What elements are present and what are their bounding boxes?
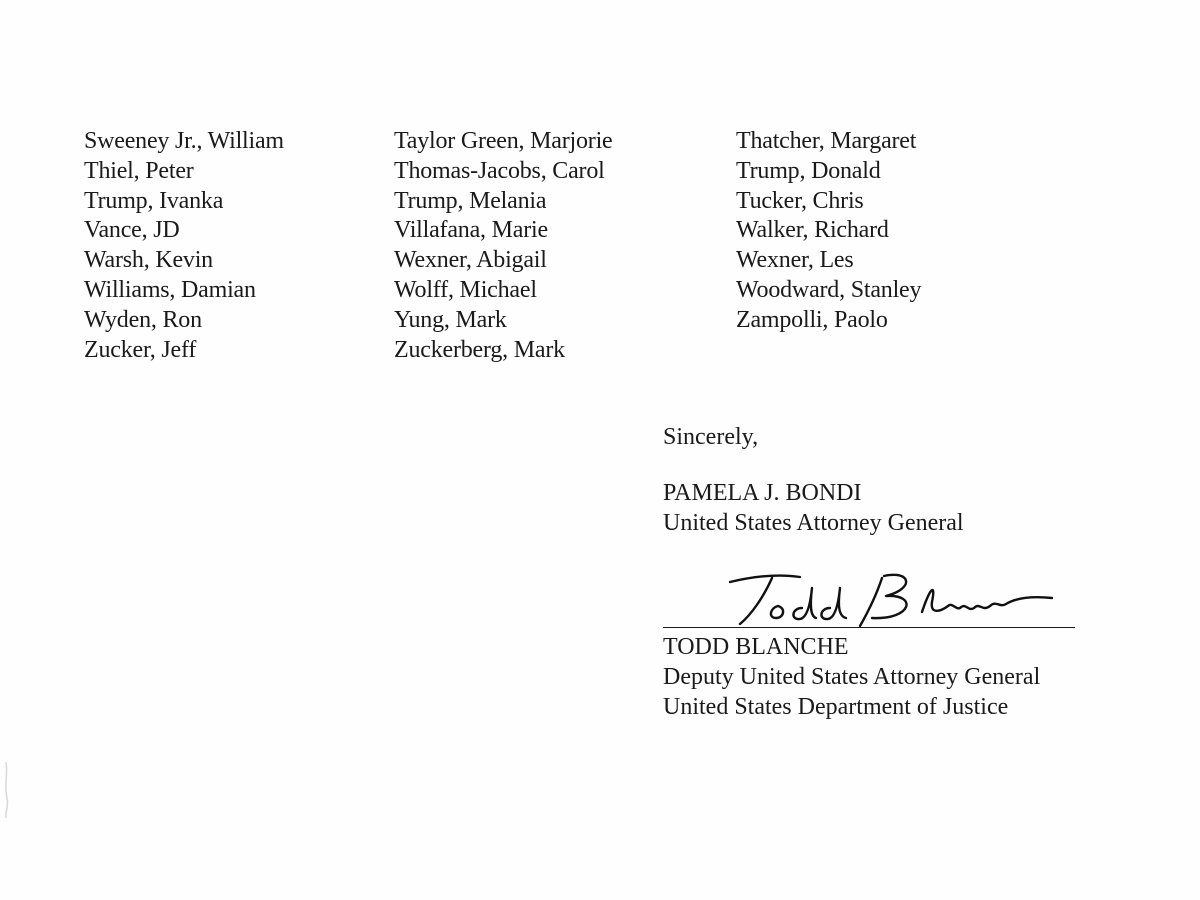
name-entry: Thiel, Peter (84, 157, 194, 184)
deputy-attorney-general-block (663, 632, 1040, 722)
name-entry: Wyden, Ron (84, 306, 202, 333)
name-entry: Vance, JD (84, 217, 180, 244)
name-entry: Tucker, Chris (736, 187, 864, 214)
name-entry: Yung, Mark (394, 306, 507, 333)
signatory-title: Deputy United States Attorney General (663, 664, 1041, 690)
name-entry: Wexner, Abigail (394, 247, 547, 274)
signatory-name: TODD BLANCHE (663, 634, 849, 660)
names-column-1 (84, 127, 284, 365)
name-entry: Zucker, Jeff (84, 336, 197, 363)
closing-salutation: Sincerely, (663, 424, 759, 450)
name-entry: Trump, Donald (736, 157, 881, 184)
signature-line (663, 627, 1075, 628)
name-entry: Trump, Ivanka (84, 187, 224, 214)
name-entry: Wexner, Les (736, 247, 854, 274)
name-entry: Villafana, Marie (394, 217, 548, 244)
signatory-name: PAMELA J. BONDI (663, 480, 862, 506)
name-entry: Woodward, Stanley (736, 276, 922, 303)
name-entry: Wolff, Michael (394, 276, 537, 303)
signatory-department: United States Department of Justice (663, 694, 1009, 720)
name-entry: Sweeney Jr., William (84, 128, 284, 154)
name-entry: Trump, Melania (394, 187, 547, 214)
name-entry: Williams, Damian (84, 276, 256, 303)
names-column-2 (394, 127, 613, 365)
scan-edge-mark (2, 760, 10, 820)
name-entry: Taylor Green, Marjorie (394, 128, 613, 154)
name-entry: Zuckerberg, Mark (394, 336, 565, 363)
name-entry: Zampolli, Paolo (736, 306, 888, 333)
name-entry: Walker, Richard (736, 217, 889, 244)
attorney-general-block (663, 478, 964, 538)
name-entry: Thomas-Jacobs, Carol (394, 157, 605, 184)
name-entry: Warsh, Kevin (84, 247, 213, 274)
names-column-3 (736, 127, 921, 336)
name-entry: Thatcher, Margaret (736, 128, 917, 154)
signatory-title: United States Attorney General (663, 510, 964, 536)
